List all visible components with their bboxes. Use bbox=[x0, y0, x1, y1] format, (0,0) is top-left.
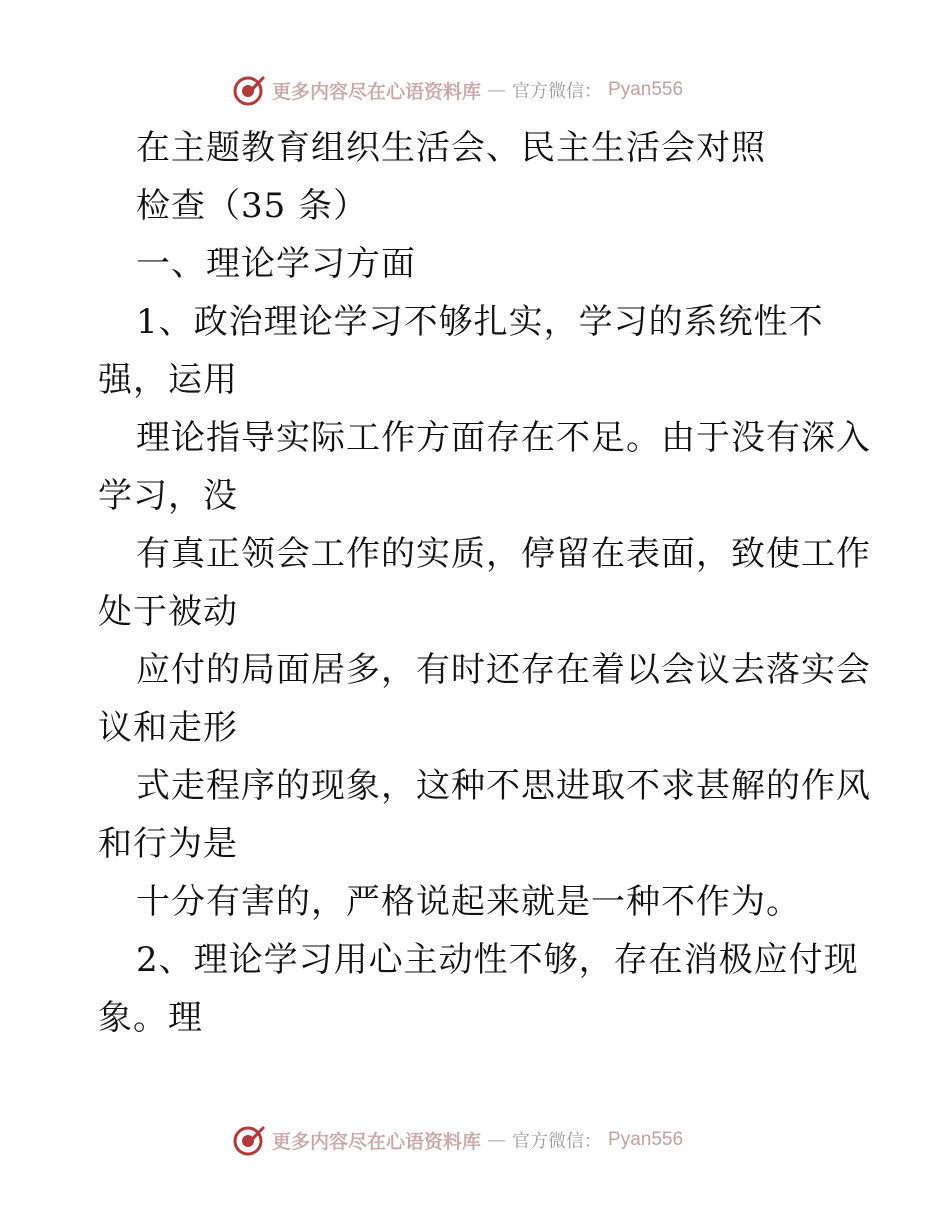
paragraph-line: 理论指导实际工作方面存在不足。由于没有深入 bbox=[136, 418, 871, 458]
paragraph-line: 象。理 bbox=[98, 998, 203, 1038]
paragraph-line: 处于被动 bbox=[98, 592, 238, 632]
quill-logo-icon bbox=[232, 73, 266, 107]
quill-logo-icon bbox=[232, 1123, 266, 1157]
paragraph-line: 学习，没 bbox=[98, 476, 238, 516]
watermark-wechat-id: Pyan556 bbox=[608, 79, 684, 100]
watermark-brand: 更多内容尽在心语资料库 bbox=[272, 1130, 482, 1153]
paragraph-line: 式走程序的现象，这种不思进取不求甚解的作风 bbox=[136, 766, 871, 806]
watermark-official: 官方微信： bbox=[512, 81, 603, 102]
watermark-brand: 更多内容尽在心语资料库 bbox=[272, 80, 482, 103]
paragraph-line: 强，运用 bbox=[98, 360, 238, 400]
paragraph-line: 和行为是 bbox=[98, 824, 238, 864]
header-watermark bbox=[232, 72, 683, 108]
footer-watermark bbox=[232, 1122, 683, 1158]
paragraph-line: 有真正领会工作的实质，停留在表面，致使工作 bbox=[136, 534, 871, 574]
paragraph-line: 2、理论学习用心主动性不够，存在消极应付现 bbox=[136, 940, 859, 980]
doc-title-line-1: 在主题教育组织生活会、民主生活会对照 bbox=[136, 128, 766, 168]
watermark-dash: — bbox=[487, 1129, 507, 1151]
watermark-dash: — bbox=[487, 79, 507, 101]
paragraph-line: 1、政治理论学习不够扎实，学习的系统性不 bbox=[136, 302, 824, 342]
section-heading: 一、理论学习方面 bbox=[136, 244, 416, 284]
paragraph-line: 议和走形 bbox=[98, 708, 238, 748]
watermark-official: 官方微信： bbox=[512, 1131, 603, 1152]
paragraph-line: 应付的局面居多，有时还存在着以会议去落实会 bbox=[136, 650, 871, 690]
watermark-wechat-id: Pyan556 bbox=[608, 1129, 684, 1150]
doc-title-line-2: 检查（35 条） bbox=[136, 186, 369, 226]
paragraph-line: 十分有害的，严格说起来就是一种不作为。 bbox=[136, 882, 801, 922]
